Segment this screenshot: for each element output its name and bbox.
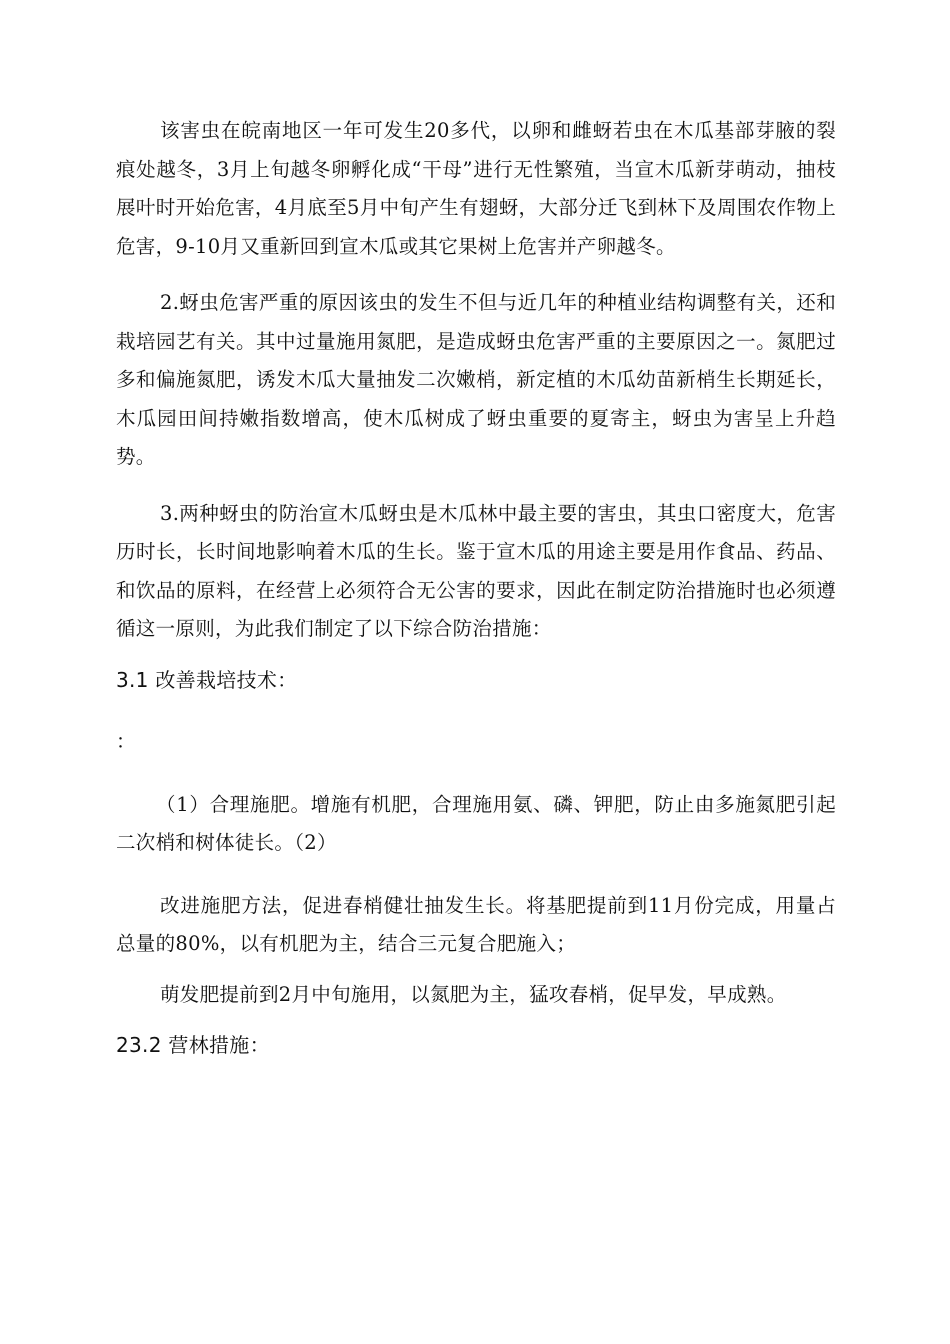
paragraph-lifecycle: 该害虫在皖南地区一年可发生20多代，以卵和雌蚜若虫在木瓜基部芽腋的裂痕处越冬，3月上旬越冬卵孵化成“干母”进行无性繁殖，当宣木瓜新芽萌动，抽枝展叶时开始危害，4月底至5月中旬产生有翅蚜，大部分迁飞到林下及周围农作物上危害，9-10月又重新回到宣木瓜或其它果树上危害并产卵越冬。 (116, 119, 836, 258)
paragraph-sprouting-fertilizer: 萌发肥提前到2月中旬施用，以氮肥为主，猛攻春梢，促早发，早成熟。 (160, 982, 787, 1006)
paragraph-fertilization: （1）合理施肥。增施有机肥，合理施用氨、磷、钾肥，防止由多施氮肥引起二次梢和树体徒长。（2） (116, 792, 836, 854)
paragraph-control: 3.两种蚜虫的防治宣木瓜蚜虫是木瓜林中最主要的害虫，其虫口密度大，危害历时长，长时间地影响着木瓜的生长。鉴于宣木瓜的用途主要是用作食品、药品、和饮品的原料，在经营上必须符合无公害的要求，因此在制定防治措施时也必须遵循这一原则，为此我们制定了以下综合防治措施： (116, 501, 836, 640)
paragraph-causes: 2.蚜虫危害严重的原因该虫的发生不但与近几年的种植业结构调整有关，还和栽培园艺有关。其中过量施用氮肥，是造成蚜虫危害严重的主要原因之一。氮肥过多和偏施氮肥，诱发木瓜大量抽发二次嫩梢，新定植的木瓜幼苗新梢生长期延长，木瓜园田间持嫩指数增高，使木瓜树成了蚜虫重要的夏寄主，蚜虫为害呈上升趋势。 (116, 291, 836, 468)
document-body (116, 112, 836, 1065)
stray-colon: ： (116, 730, 136, 753)
heading-3-1: 3.1 改善栽培技术： (116, 667, 298, 692)
paragraph-fertilization-method: 改进施肥方法，促进春梢健壮抽发生长。将基肥提前到11月份完成，用量占总量的80%，以有机肥为主，结合三元复合肥施入； (116, 893, 836, 955)
heading-23-2: 23.2 营林措施： (116, 1033, 270, 1057)
